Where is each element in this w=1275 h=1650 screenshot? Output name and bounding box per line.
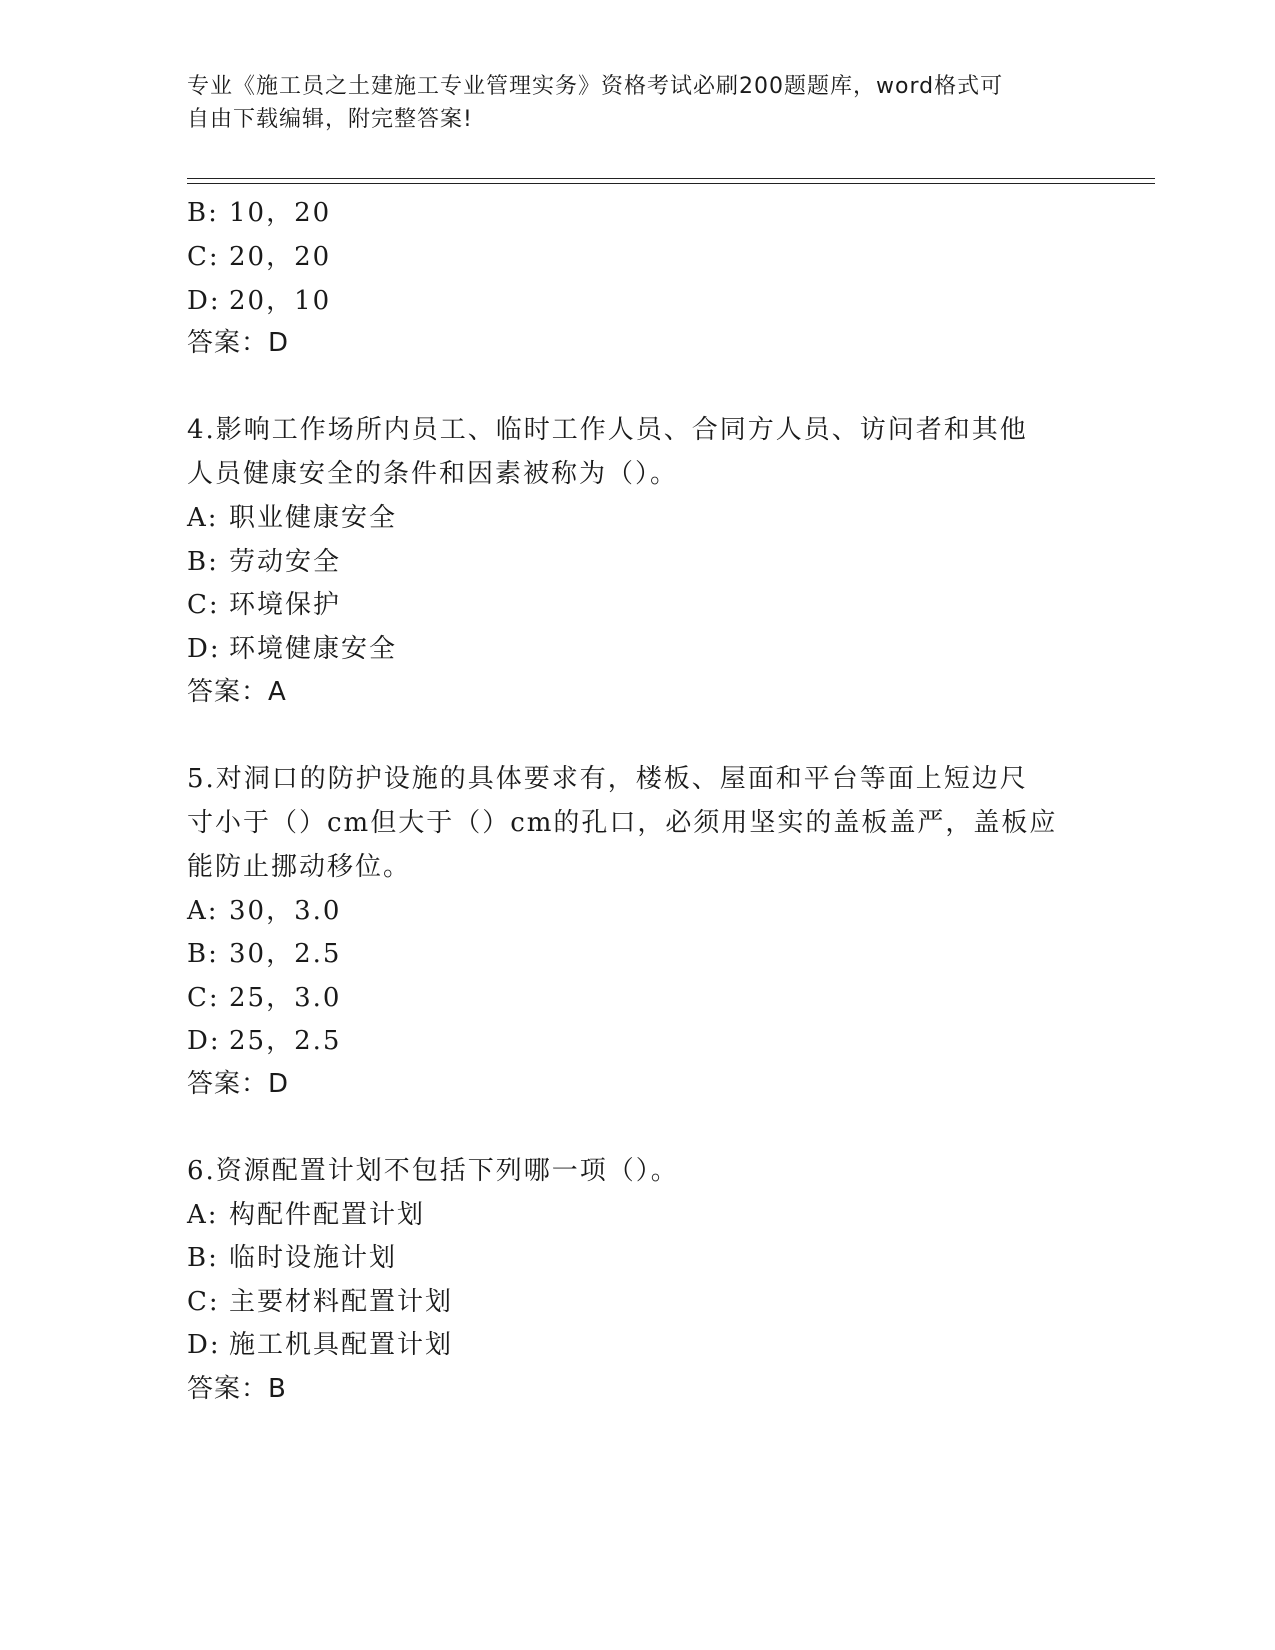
q6-stem-line-1: 6.资源配置计划不包括下列哪一项（）。 <box>187 1156 679 1186</box>
q5-stem-line-3: 能防止挪动移位。 <box>187 852 412 882</box>
option-text: 20，20 <box>229 242 332 272</box>
option-text: 30，3.0 <box>229 896 342 926</box>
option-key: D: <box>187 634 221 664</box>
document-header <box>187 70 1087 136</box>
q4-option-d <box>187 628 397 665</box>
option-key: B: <box>187 1243 219 1273</box>
q4-option-c <box>187 584 341 621</box>
q5-option-d <box>187 1020 341 1057</box>
header-rule-bottom <box>187 183 1155 184</box>
option-key: A: <box>187 503 219 533</box>
option-key: C: <box>187 242 220 272</box>
q5-answer: 答案：D <box>187 1069 290 1099</box>
q5-option-b <box>187 933 341 970</box>
option-text: 25，2.5 <box>229 1026 342 1056</box>
option-text: 10，20 <box>229 198 332 228</box>
option-text: 环境健康安全 <box>229 634 398 664</box>
option-text: 职业健康安全 <box>229 503 398 533</box>
option-text: 30，2.5 <box>229 939 342 969</box>
q6-option-b <box>187 1237 397 1274</box>
q4-option-a <box>187 497 397 534</box>
option-text: 主要材料配置计划 <box>229 1287 454 1317</box>
option-key: C: <box>187 1287 220 1317</box>
option-key: D: <box>187 286 221 316</box>
option-text: 施工机具配置计划 <box>229 1330 454 1360</box>
option-key: D: <box>187 1330 221 1360</box>
option-text: 劳动安全 <box>229 547 342 577</box>
q4-option-b <box>187 541 341 578</box>
q6-option-a <box>187 1194 425 1231</box>
q5-stem-line-1: 5.对洞口的防护设施的具体要求有，楼板、屋面和平台等面上短边尺 <box>187 764 1028 794</box>
q6-answer: 答案：B <box>187 1374 287 1404</box>
option-key: B: <box>187 198 219 228</box>
option-text: 环境保护 <box>229 590 342 620</box>
q3-answer: 答案：D <box>187 328 290 358</box>
q4-stem-line-1: 4.影响工作场所内员工、临时工作人员、合同方人员、访问者和其他 <box>187 415 1028 445</box>
q3-option-d <box>187 280 331 317</box>
q5-option-a <box>187 890 341 927</box>
q3-option-b <box>187 192 331 229</box>
option-key: C: <box>187 983 220 1013</box>
q4-stem-line-2: 人员健康安全的条件和因素被称为（）。 <box>187 459 679 489</box>
q3-option-c <box>187 236 331 273</box>
option-key: A: <box>187 1200 219 1230</box>
q6-option-d <box>187 1324 453 1361</box>
option-key: D: <box>187 1026 221 1056</box>
header-line-1: 专业《施工员之土建施工专业管理实务》资格考试必刷200题题库，word格式可 <box>187 74 1004 99</box>
option-key: A: <box>187 896 219 926</box>
q6-option-c <box>187 1281 453 1318</box>
option-text: 构配件配置计划 <box>229 1200 426 1230</box>
q5-option-c <box>187 977 341 1014</box>
option-key: B: <box>187 547 219 577</box>
option-text: 20，10 <box>229 286 332 316</box>
option-key: B: <box>187 939 219 969</box>
q5-stem-line-2: 寸小于（）cm但大于（）cm的孔口，必须用坚实的盖板盖严，盖板应 <box>187 808 1058 838</box>
option-text: 25，3.0 <box>229 983 342 1013</box>
header-line-2: 自由下载编辑，附完整答案! <box>187 107 473 132</box>
q4-answer: 答案：A <box>187 677 287 707</box>
option-key: C: <box>187 590 220 620</box>
header-rule-top <box>187 178 1155 179</box>
option-text: 临时设施计划 <box>229 1243 398 1273</box>
